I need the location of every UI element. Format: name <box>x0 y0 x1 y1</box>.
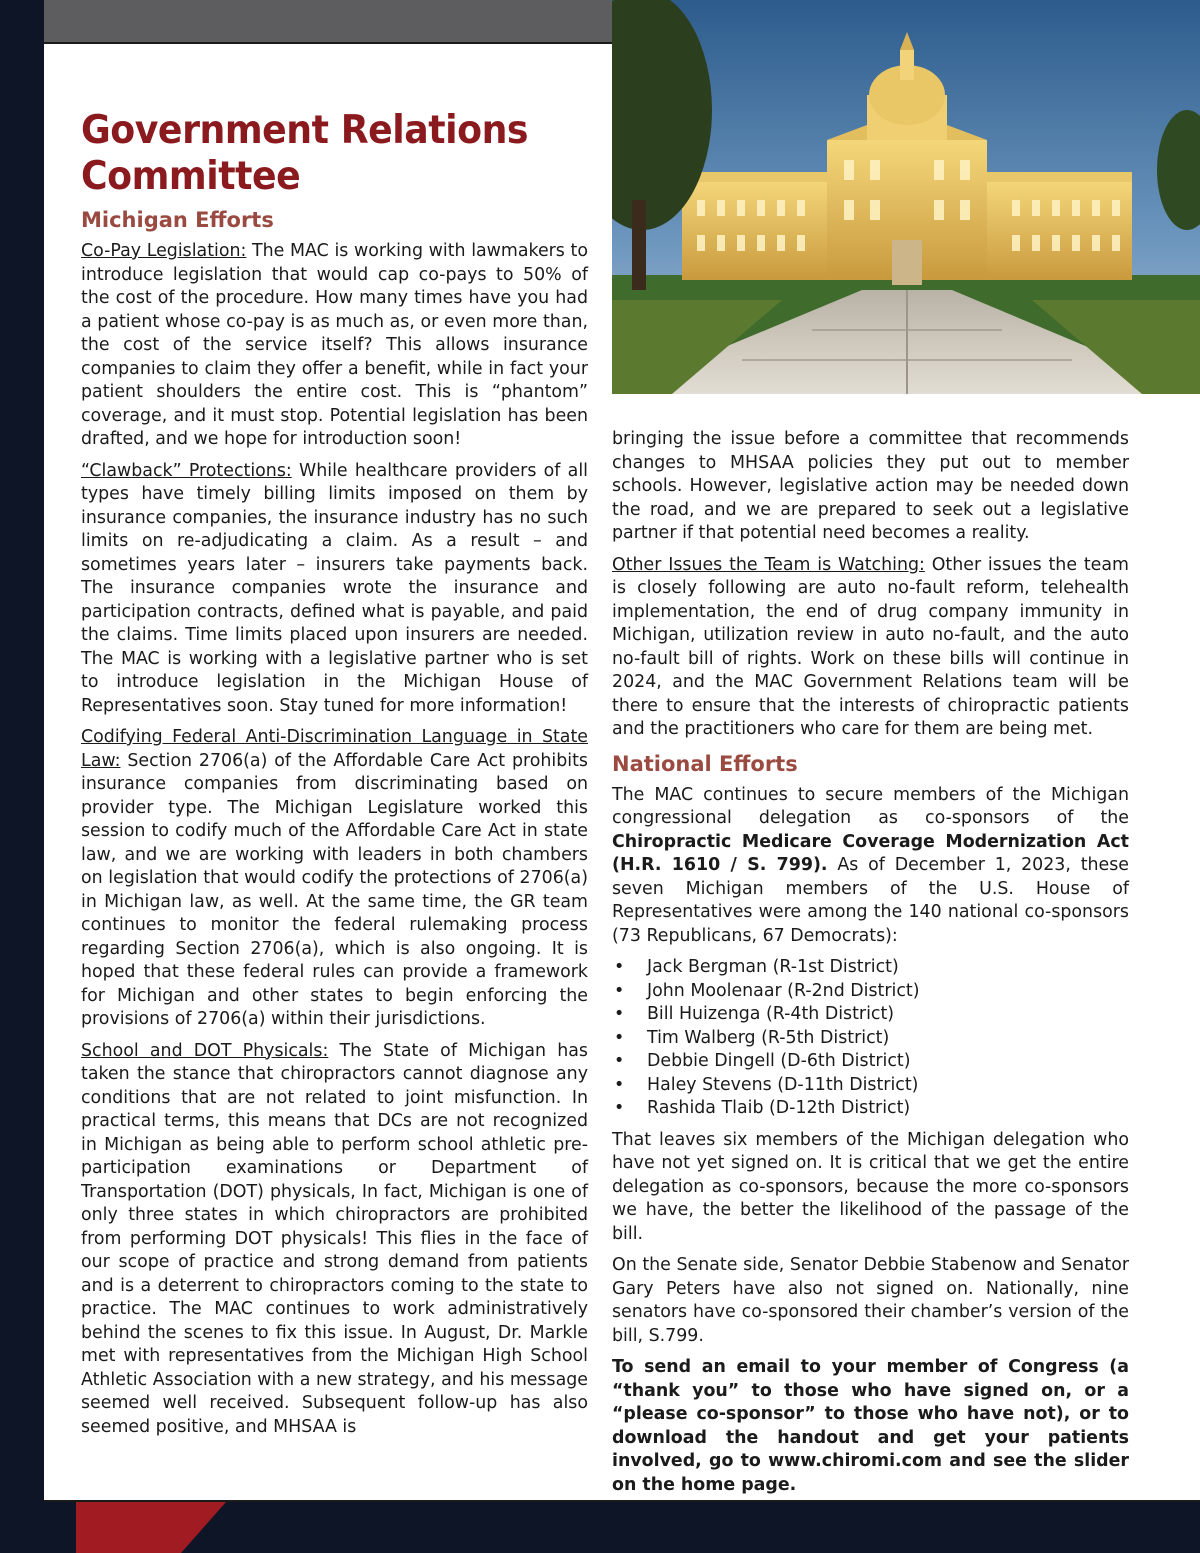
michigan-efforts-heading: Michigan Efforts <box>81 208 274 232</box>
title-line-2: Committee <box>81 154 301 199</box>
right-column <box>612 428 1129 1505</box>
national-intro <box>612 784 1129 949</box>
codifying-label: Codifying Federal Anti-Discrimination Language in State Law: <box>81 727 588 771</box>
list-item: • Rashida Tlaib (D-12th District) <box>612 1097 1129 1121</box>
cosponsor-list <box>612 956 1129 1121</box>
frame-left-bar <box>0 0 44 1553</box>
copay-label: Co-Pay Legislation: <box>81 241 247 261</box>
national-intro-text: The MAC continues to secure members of the Michigan congressional delegation as co-sponsors of the <box>612 784 1129 828</box>
other-issues-label: Other Issues the Team is Watching: <box>612 554 925 575</box>
call-to-action: To send an email to your member of Congress (a “thank you” to those who have signed on, or a “please co-sponsor” to those who have not), or to download the handout and get your patients involved, go to www.chiromi.com and see the slider on the home page. <box>612 1357 1129 1495</box>
copay-paragraph <box>81 240 588 452</box>
delegation-paragraph: That leaves six members of the Michigan delegation who have not yet signed on. It is critical that we get the entire delegation as co-sponsors, because the more co-sponsors we have, the better the likelihood of the passage of the bill. <box>612 1129 1129 1244</box>
list-item: • John Moolenaar (R-2nd District) <box>612 980 1129 1004</box>
left-column <box>81 108 588 1447</box>
codifying-paragraph <box>81 726 588 1032</box>
list-item: • Debbie Dingell (D-6th District) <box>612 1050 1129 1074</box>
school-dot-paragraph <box>81 1040 588 1440</box>
codifying-text: Section 2706(a) of the Affordable Care Act prohibits insurance companies from discriminating based on provider type. The Michigan Legislature worked this session to codify much of the Affordable Care Act in state law, and we are working with leaders in both chambers on legislation that would codify the protections of 2706(a) in Michigan law, as well. At the same time, the GR team continues to monitor the federal rulemaking process regarding Section 2706(a), which is also ongoing. It is hoped that these federal rules can provide a framework for Michigan and other states to begin enforcing the provisions of 2706(a) within their jurisdictions. <box>81 750 588 1029</box>
clawback-text: While healthcare providers of all types have timely billing limits imposed on them by insurance companies, the insurance industry has no such limits on re-adjudicating a claim. As a result – and sometimes years later – insurers take payments back. The insurance companies wrote the insurance and participation contracts, defined what is payable, and paid the claims. Time limits placed upon insurers are needed. The MAC is working with a legislative partner who is set to introduce legislation in the Michigan House of Representatives soon. Stay tuned for more information! <box>81 460 588 716</box>
page-title <box>81 108 553 200</box>
list-item: • Jack Bergman (R-1st District) <box>612 956 1129 980</box>
school-dot-continued: bringing the issue before a committee that recommends changes to MHSAA policies they put out to member schools. However, legislative action may be needed down the road, and we are prepared to seek out a legislative partner if that potential need becomes a reality. <box>612 429 1129 543</box>
copay-text: The MAC is working with lawmakers to introduce legislation that would cap co-pays to 50% of the cost of the procedure. How many times have you had a patient whose co-pay is as much as, or even more than, the cost of the service itself? This allows insurance companies to claim they offer a benefit, while in fact your patient shoulders the entire cost. This is “phantom” coverage, and it must stop. Potential legislation has been drafted, and we hope for introduction soon! <box>81 241 588 449</box>
list-item: • Tim Walberg (R-5th District) <box>612 1027 1129 1051</box>
national-intro-text-2: As of December 1, 2023, these seven Michigan members of the U.S. House of Representatives were among the 140 national co-sponsors (73 Republicans, 67 Democrats): <box>612 855 1130 946</box>
act-name: Chiropractic Medicare Coverage Modernization Act (H.R. 1610 / S. 799). <box>612 831 1129 875</box>
school-dot-label: School and DOT Physicals: <box>81 1040 329 1061</box>
senate-paragraph: On the Senate side, Senator Debbie Stabenow and Senator Gary Peters have also not signed on. Nationally, nine senators have co-sponsored their chamber’s version of the bill, S.799. <box>612 1255 1129 1346</box>
capitol-photo <box>612 0 1200 394</box>
title-line-1: Government Relations <box>81 108 529 153</box>
national-efforts-heading: National Efforts <box>612 751 798 776</box>
school-dot-text: The State of Michigan has taken the stance that chiropractors cannot diagnose any conditions that are not related to joint misfunction. In practical terms, this means that DCs are not recognized in Michigan as being able to perform school athletic pre-participation examinations or Department of Transportation (DOT) physicals, In fact, Michigan is one of only three states in which chiropractors are prohibited from performing DOT physicals! This flies in the face of our scope of practice and strong demand from patients and is a deterrent to chiropractors coming to the state to practice. The MAC continues to work administratively behind the scenes to fix this issue. In August, Dr. Markle met with representatives from the Michigan High School Athletic Association with a new strategy, and his message seemed well received. Subsequent follow-up has also seemed positive, and MHSAA is <box>81 1040 588 1437</box>
other-issues-paragraph <box>612 554 1129 742</box>
clawback-label: “Clawback” Protections: <box>81 460 292 481</box>
other-issues-text: Other issues the team is closely following are auto no-fault reform, telehealth implementation, the end of drug company immunity in Michigan, utilization review in auto no-fault, and the auto no-fault bill of rights. Work on these bills will continue in 2024, and the MAC Government Relations team will be there to ensure that the interests of chiropractic patients and the practitioners who care for them are being met. <box>612 554 1129 739</box>
frame-top-bar <box>0 0 612 42</box>
list-item: • Bill Huizenga (R-4th District) <box>612 1003 1129 1027</box>
list-item: • Haley Stevens (D-11th District) <box>612 1074 1129 1098</box>
clawback-paragraph <box>81 460 588 719</box>
